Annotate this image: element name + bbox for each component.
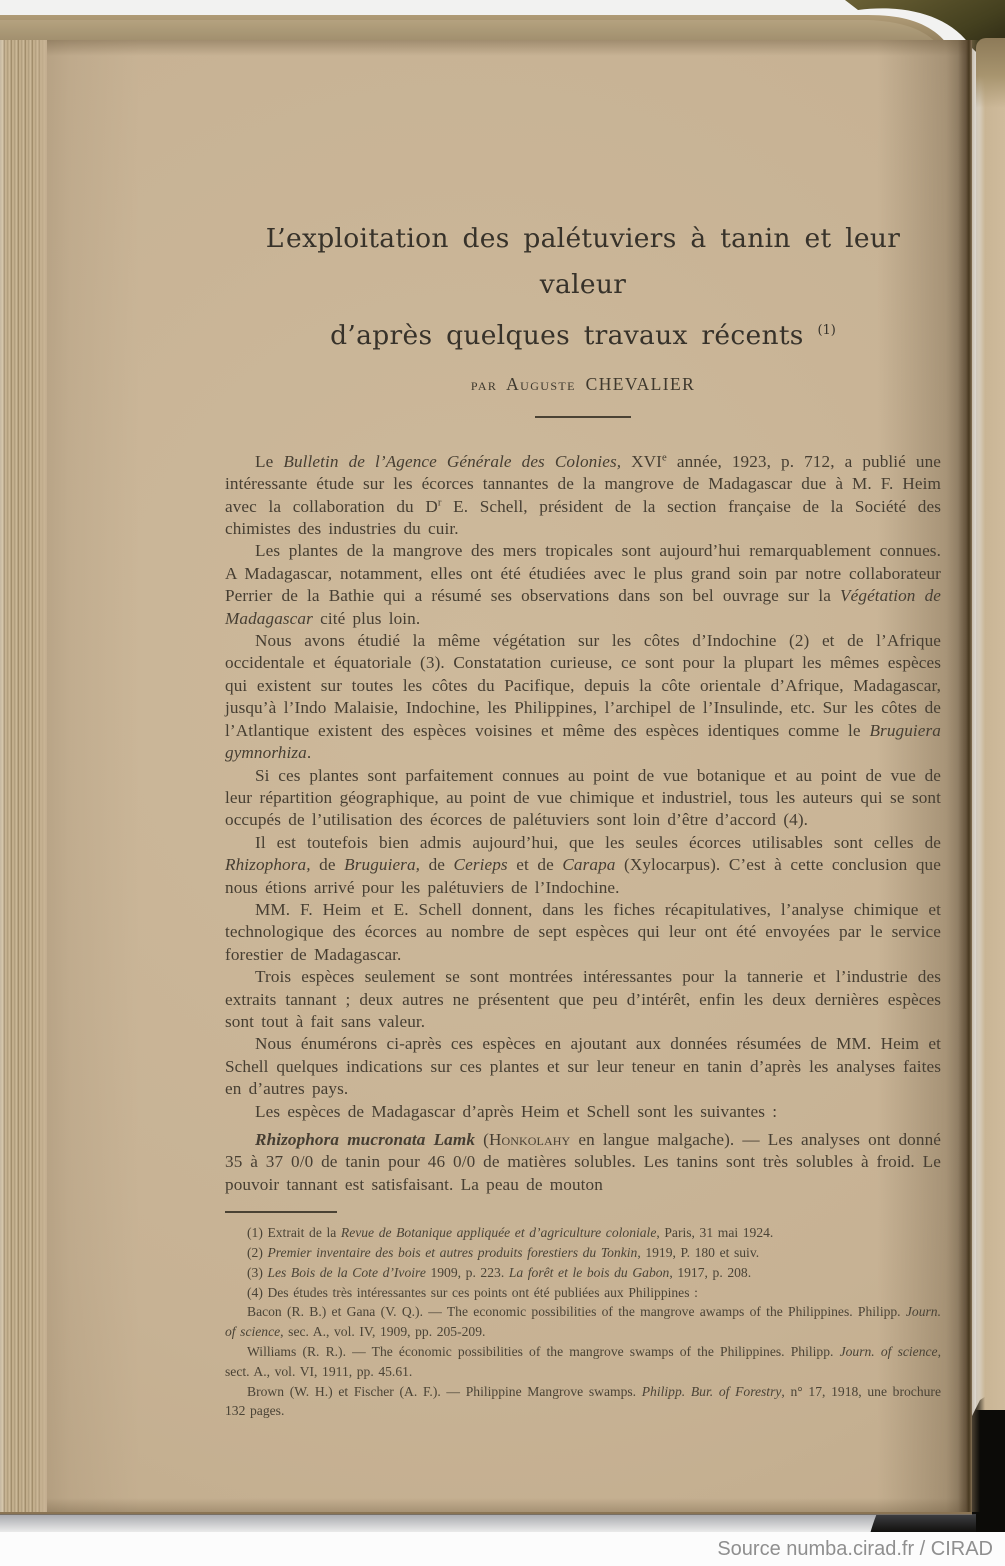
footnote: (1) Extrait de la Revue de Botanique appliquée et d’agriculture coloniale, Paris, 31 mai 1924. (247, 1225, 774, 1241)
byline: par Auguste CHEVALIER (470, 373, 696, 394)
paragraph: Nous énumérons ci-après ces espèces en ajoutant aux données résumées de MM. Heim et Schell quelques indications sur ces plantes et sur leur teneur en tanin d’après les analyses faites en d’autres pays. (225, 1034, 941, 1099)
page-title-line2: d’après quelques travaux récents $^{(1)}$ (330, 319, 836, 351)
footer-strip (0, 1532, 1005, 1566)
page-title-line1: L’exploitation des palétuviers à tanin et leur valeur (265, 223, 901, 300)
gutter-crease (958, 40, 980, 1512)
body-paragraphs (225, 451, 941, 1196)
page-bottom-shadow (0, 1514, 976, 1534)
title-divider (535, 416, 631, 418)
footnote: (4) Des études très intéressantes sur ces points ont été publiées aux Philippines : (247, 1284, 698, 1300)
footnote: (3) Les Bois de la Cote d’Ivoire 1909, p. 223. La forêt et le bois du Gabon, 1917, p. 208. (247, 1264, 752, 1280)
scan-page (0, 40, 972, 1515)
footnote: Brown (W. H.) et Fischer (A. F.). — Philippine Mangrove swamps. Philipp. Bur. of Forestry, n° 17, 1918, une brochure 132 pages. (225, 1383, 941, 1419)
paragraph: Le Bulletin de l’Agence Générale des Colonies, XVIe année, 1923, p. 712, a publié une intéressante étude sur les écorces tannantes de la mangrove de Madagascar due à M. F. Heim avec la collaboration du $D^r$ E. Schell, président de la section française de la Société des chimistes des industries du cuir. (225, 451, 942, 539)
next-page-sliver (976, 38, 1005, 1410)
paragraph: Rhizophora mucronata Lamk (Honkolahy en langue malgache). — Les analyses ont donné 35 à 37 0/0 de tanin pour 46 0/0 de matières solubles. Les tanins sont très solubles à froid. Le pouvoir tannant est satisfaisant. La peau de mouton (225, 1130, 941, 1194)
footnotes (225, 1223, 941, 1421)
footnote: Williams (R. R.). — The économic possibilities of the mangrove swamps of the Philippines. Philipp. Journ. of science, sect. A., vol. VI, 1911, pp. 45.61. (225, 1344, 941, 1379)
footnote: (2) Premier inventaire des bois et autres produits forestiers du Tonkin, 1919, P. 180 et suiv. (247, 1245, 760, 1261)
article (225, 216, 941, 1421)
footnote-divider (225, 1211, 337, 1213)
paragraph: Il est toutefois bien admis aujourd’hui, que les seules écorces utilisables sont celles de Rhizophora, de Bruguiera, de Cerieps et de Carapa (Xylocarpus). C’est à cette conclusion que nous étions arrivé pour les palétuviers de l’Indochine. (225, 832, 941, 897)
fore-edge-pages (0, 40, 47, 1512)
paragraph: Trois espèces seulement se sont montrées intéressantes pour la tannerie et l’industrie des extraits tannant ; deux autres ne présentent que peu d’intérêt, enfin les deux dernières espèces sont tout à fait sans valeur. (225, 967, 941, 1031)
title-footnote-ref: (1) (817, 323, 836, 338)
page-title (225, 216, 941, 359)
paragraph: Les plantes de la mangrove des mers tropicales sont aujourd’hui remarquablement connues. A Madagascar, notamment, elles ont été étudiées avec le plus grand soin par notre collaborateur Perrier de la Bathie qui a résumé ses observations dans son bel ouvrage sur la Végétation de Madagascar cité plus loin. (225, 541, 942, 628)
paragraph: Si ces plantes sont parfaitement connues au point de vue botanique et au point de vue de leur répartition géographique, au point de vue chimique et industriel, tous les auteurs qui se sont occupés de l’utilisation des écorces de palétuviers sont loin d’être d’accord (4). (225, 765, 941, 830)
paragraph: Les espèces de Madagascar d’après Heim et Schell sont les suivantes : (255, 1101, 778, 1121)
paragraph: Nous avons étudié la même végétation sur les côtes d’Indochine (2) et de l’Afrique occidentale et équatoriale (3). Constatation curieuse, ce sont pour la plupart les mêmes espèces qui existent sur toutes les côtes du Pacifique, depuis la côte orientale d’Afrique, Madagascar, jusqu’à l’Indo Malaisie, Indochine, les Philippines, l’archipel de l’Insulinde, etc. Sur les côtes de l’Atlantique existent des espèces voisines et même des espèces identiques comme le Bruguiera gymnorhiza. (225, 631, 941, 763)
paragraph: MM. F. Heim et E. Schell donnent, dans les fiches récapitulatives, l’analyse chimique et technologique des écorces au nombre de sept espèces qui leur ont été envoyées par le service forestier de Madagascar. (225, 899, 941, 964)
footnote: Bacon (R. B.) et Gana (V. Q.). — The economic possibilities of the mangrove awamps of the Philippines. Philipp. Journ. of science, sec. A., vol. IV, 1909, pp. 205-209. (225, 1304, 941, 1340)
source-attribution: Source numba.cirad.fr / CIRAD (717, 1538, 993, 1560)
